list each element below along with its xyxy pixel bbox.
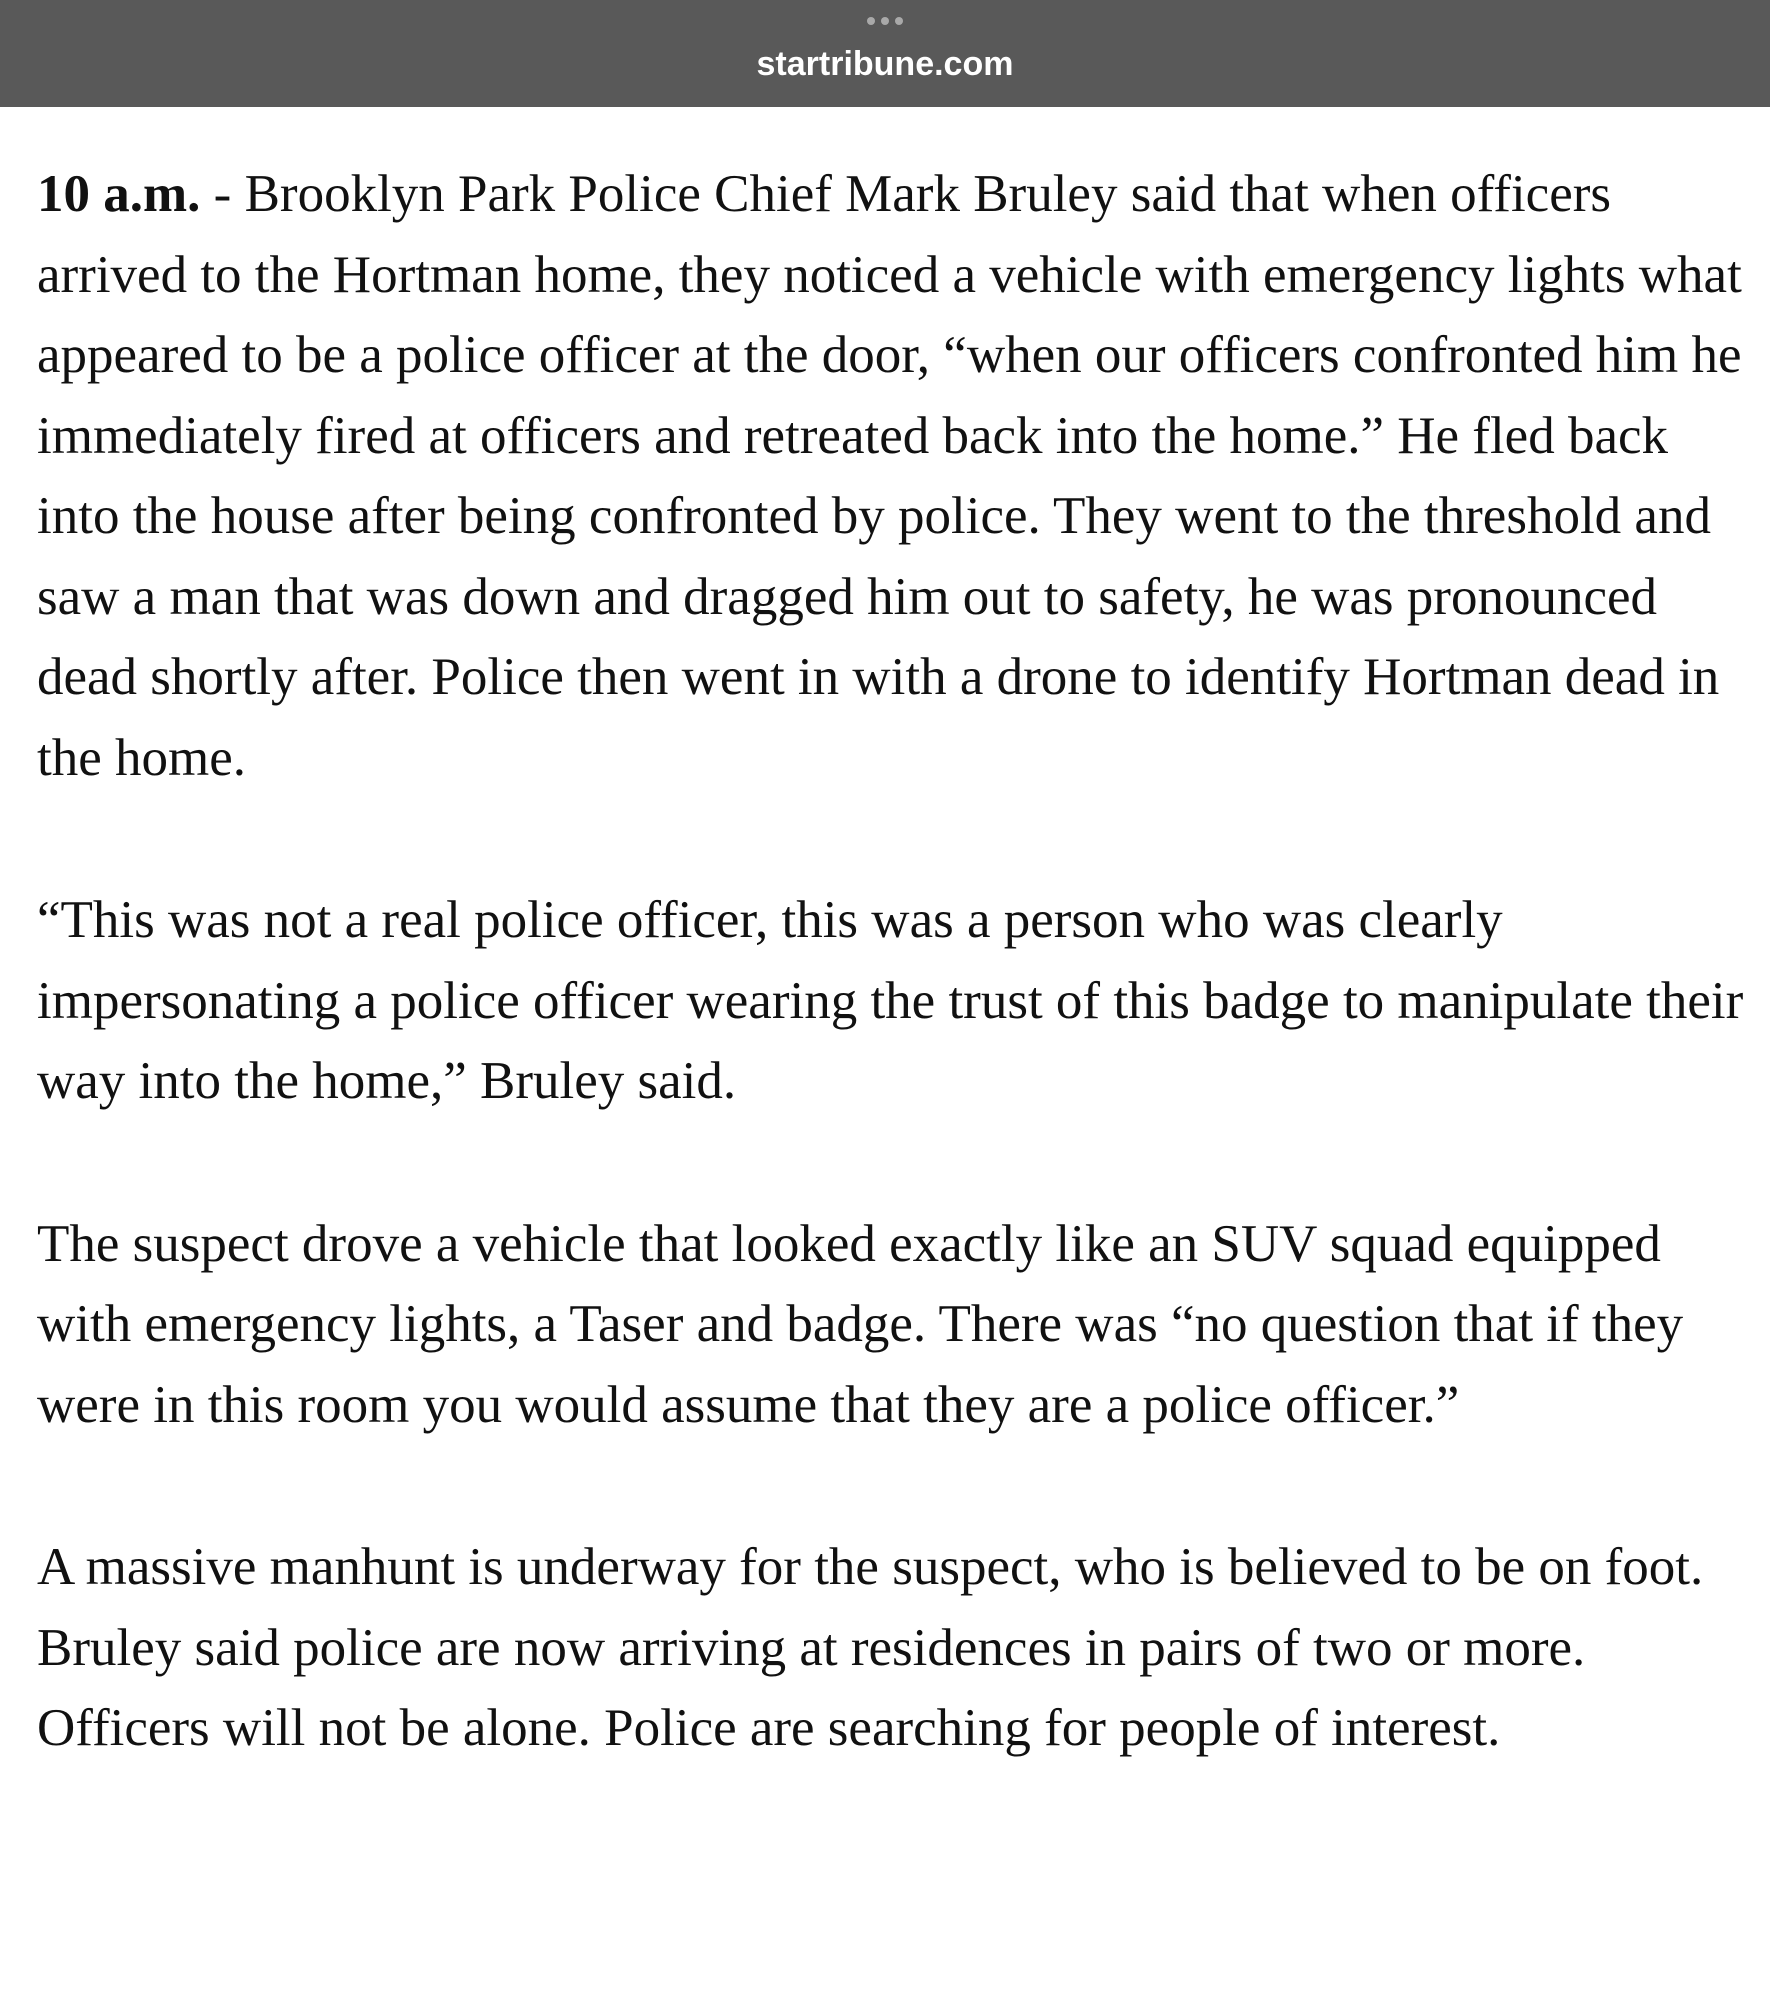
article-body [37,154,1749,1769]
paragraph-text: Brooklyn Park Police Chief Mark Bruley said that when officers arrived to the Hortman home, they noticed a vehicle with emergency lights what appeared to be a police officer at the door, “when our officers confronted him he immediately fired at officers and retreated back into the home.” He fled back into the house after being confronted by police. They went to the threshold and saw a man that was down and dragged him out to safety, he was pronounced dead shortly after. Police then went in with a drone to identify Hortman dead in the home. [37,165,1742,787]
browser-address-bar [0,0,1770,107]
url-text[interactable]: startribune.com [756,45,1014,83]
article-paragraph-3: The suspect drove a vehicle that looked exactly like an SUV squad equipped with emergency lights, a Taser and badge. There was “no question that if they were in this room you would assume that they are a police officer.” [37,1214,1684,1434]
dot [895,17,903,25]
article-paragraph-1 [37,154,1749,798]
dot [881,17,889,25]
timestamp-separator: - [200,165,245,223]
article-paragraph-4: A massive manhunt is underway for the suspect, who is believed to be on foot. Bruley said police are now arriving at residences in pairs of two or more. Officers will not be alone. Police are searching for people of interest. [37,1538,1704,1757]
dot [867,17,875,25]
article-paragraph-2: “This was not a real police officer, this was a person who was clearly impersonating a police officer wearing the trust of this badge to manipulate their way into the home,” Bruley said. [37,891,1744,1110]
more-dots-icon[interactable] [867,17,903,25]
update-timestamp: 10 a.m. [37,165,201,223]
